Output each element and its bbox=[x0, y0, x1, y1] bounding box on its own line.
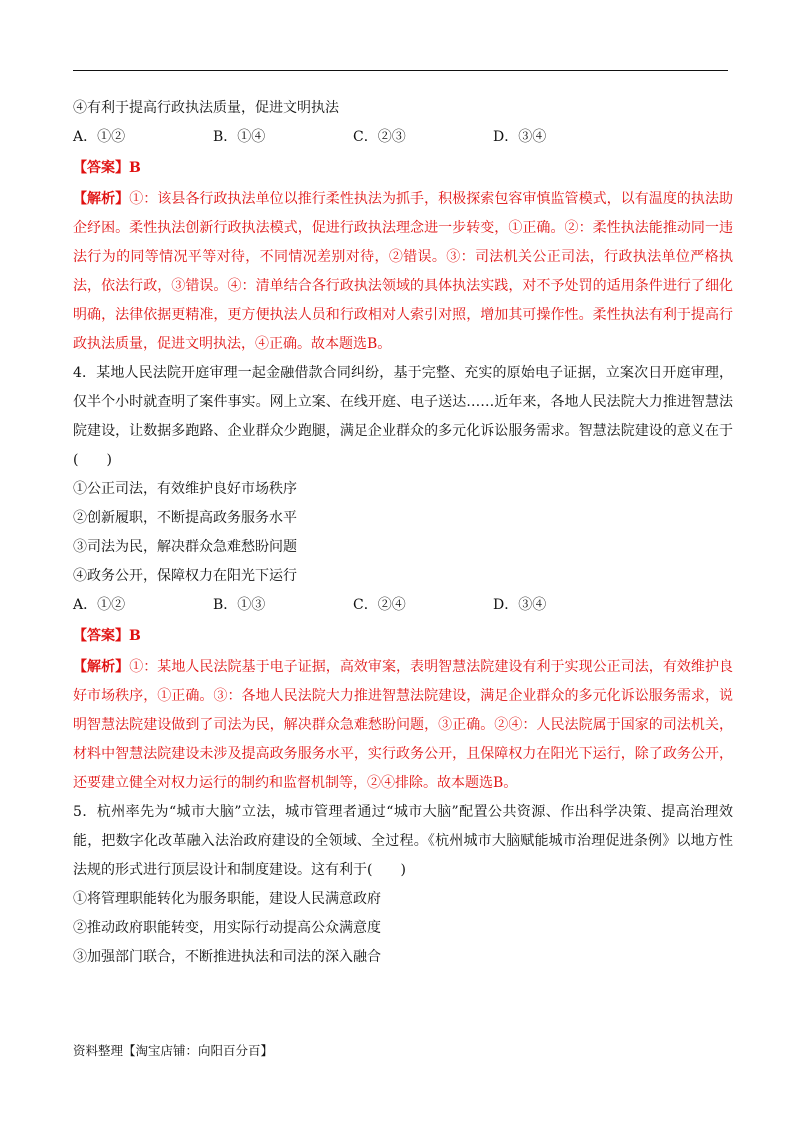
answer-value: B bbox=[129, 160, 141, 176]
q3-choice-a: A．①② bbox=[73, 129, 126, 145]
page-footer: 资料整理【淘宝店铺：向阳百分百】 bbox=[73, 1043, 274, 1058]
answer-tag: 【答案】 bbox=[73, 160, 129, 176]
q4-item-4: ④政务公开，保障权力在阳光下运行 bbox=[73, 568, 297, 584]
q3-analysis bbox=[73, 185, 733, 359]
q4-answer bbox=[73, 622, 733, 651]
document-body bbox=[73, 94, 733, 972]
q4-item-3: ③司法为民，解决群众急难愁盼问题 bbox=[73, 539, 297, 555]
q4-item-2: ②创新履职，不断提高政务服务水平 bbox=[73, 510, 297, 526]
q4-choices bbox=[73, 591, 733, 620]
analysis-text: ①：某地人民法院基于电子证据，高效审案，表明智慧法院建设有利于实现公正司法，有效维护良好市场秩序，①正确。③：各地人民法院大力推进智慧法院建设，满足企业群众的多元化诉讼服务需求，说明智慧法院建设做到了司法为民，解决群众急难愁盼问题，③正确。②④：人民法院属于国家的司法机关，材料中智慧法院建设未涉及提高政务服务水平，实行政务公开，且保障权力在阳光下运行，除了政务公开，还要建立健全对权力运行的制约和监督机制等，②④排除。故本题选B。 bbox=[73, 659, 734, 791]
q4-stem: 4．某地人民法院开庭审理一起金融借款合同纠纷，基于完整、充实的原始电子证据，立案次日开庭审理，仅半个小时就查明了案件事实。网上立案、在线开庭、电子送达……近年来，各地人民法院大力推进智慧法院建设，让数据多跑路、企业群众少跑腿，满足企业群众的多元化诉讼服务需求。智慧法院建设的意义在于( ) bbox=[73, 365, 733, 468]
q5-item-2: ②推动政府职能转变，用实际行动提高公众满意度 bbox=[73, 920, 381, 936]
answer-value: B bbox=[129, 628, 141, 644]
q4-choice-d: D．③④ bbox=[493, 597, 547, 613]
q3-answer bbox=[73, 154, 733, 183]
q3-choice-b: B．①④ bbox=[213, 129, 266, 145]
q3-item-4: ④有利于提高行政执法质量，促进文明执法 bbox=[73, 100, 339, 116]
q4-choice-c: C．②④ bbox=[353, 597, 406, 613]
q3-choice-d: D．③④ bbox=[493, 129, 547, 145]
q4-choice-a: A．①② bbox=[73, 597, 126, 613]
q3-choices bbox=[73, 123, 733, 152]
header-rule bbox=[73, 70, 728, 71]
analysis-tag: 【解析】 bbox=[73, 191, 130, 207]
q4-choice-b: B．①③ bbox=[213, 597, 266, 613]
q5-item-1: ①将管理职能转化为服务职能，建设人民满意政府 bbox=[73, 891, 381, 907]
q3-choice-c: C．②③ bbox=[353, 129, 406, 145]
analysis-tag: 【解析】 bbox=[73, 659, 130, 675]
q4-item-1: ①公正司法，有效维护良好市场秩序 bbox=[73, 481, 297, 497]
answer-tag: 【答案】 bbox=[73, 628, 129, 644]
q5-item-3: ③加强部门联合，不断推进执法和司法的深入融合 bbox=[73, 949, 381, 965]
q4-analysis bbox=[73, 653, 733, 798]
q5-stem: 5．杭州率先为“城市大脑”立法，城市管理者通过“城市大脑”配置公共资源、作出科学决策、提高治理效能，把数字化改革融入法治政府建设的全领域、全过程。《杭州城市大脑赋能城市治理促进条例》以地方性法规的形式进行顶层设计和制度建设。这有利于( ) bbox=[73, 804, 733, 878]
analysis-text: ①：该县各行政执法单位以推行柔性执法为抓手，积极探索包容审慎监管模式，以有温度的执法助企纾困。柔性执法创新行政执法模式，促进行政执法理念进一步转变，①正确。②：柔性执法能推动同一违法行为的同等情况平等对待，不同情况差别对待，②错误。③：司法机关公正司法，行政执法单位严格执法，依法行政，③错误。④：清单结合各行政执法领域的具体执法实践，对不予处罚的适用条件进行了细化明确，法律依据更精准，更方便执法人员和行政相对人索引对照，增加其可操作性。柔性执法有利于提高行政执法质量，促进文明执法，④正确。故本题选B。 bbox=[73, 191, 734, 352]
